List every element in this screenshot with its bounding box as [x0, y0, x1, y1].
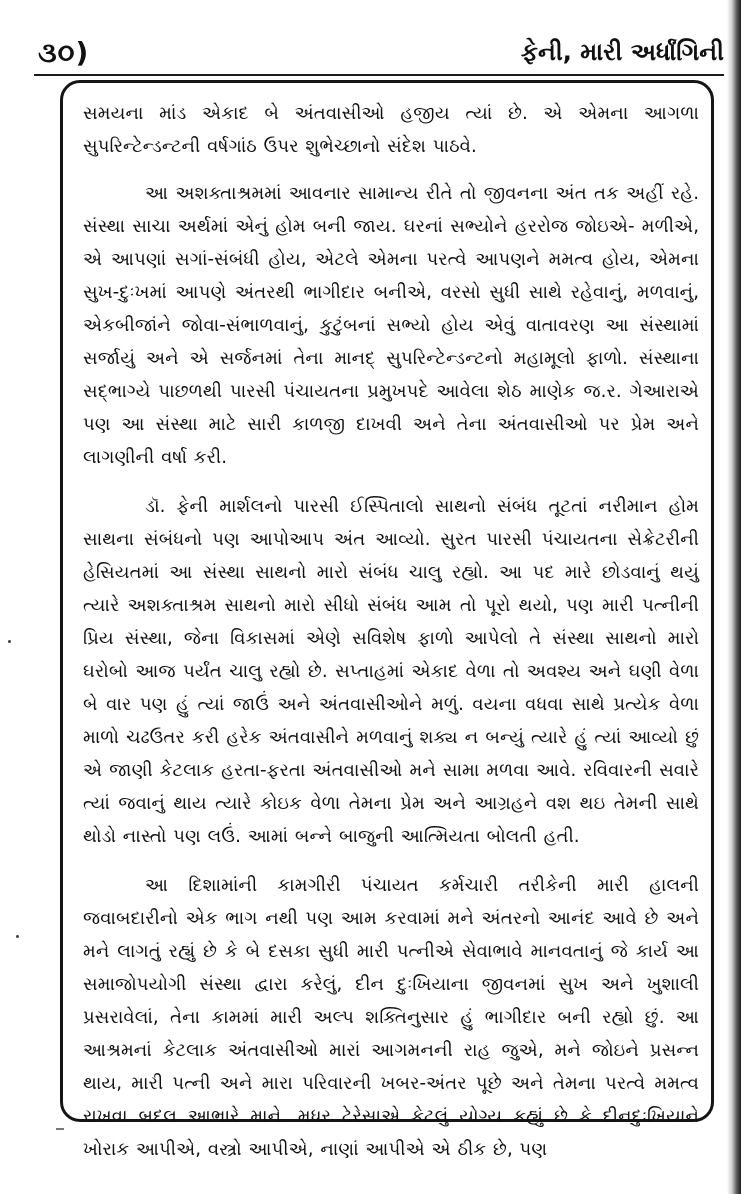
page-number: ૩૦): [38, 36, 90, 69]
page-header: [34, 30, 724, 76]
scan-mark: [56, 1128, 64, 1130]
paragraph: આ દિશામાંની કામગીરી પંચાયત કર્મચારી તરીકેની મારી હાલની જવાબદારીનો એક ભાગ નથી પણ આમ કરવામાં મને અંતરનો આનંદ આવે છે અને મને લાગતું રહ્યું છે કે બે દસકા સુધી મારી પત્નીએ સેવાભાવે માનવતાનું જે કાર્ય આ સમાજોપયોગી સંસ્થા દ્વારા કરેલું, દીન દુઃખિયાના જીવનમાં સુખ અને ખુશાલી પ્રસરાવેલાં, તેના કામમાં મારી અલ્પ શક્તિનુસાર હું ભાગીદાર બની રહ્યો છું. આ આશ્રમનાં કેટલાક અંતવાસીઓ મારાં આગમનની રાહ જુએ, મને જોઇને પ્રસન્ન થાય, મારી પત્ની અને મારા પરિવારની ખબર-અંતર પૂછે અને તેમના પરત્વે મમત્વ રાખવા બદલ આભારે માને. મધર ટેરેસાએ કેટલું યોગ્ય કહ્યું છે કે દીનદુઃખિયાને ખોરાક આપીએ, વસ્ત્રો આપીએ, નાણાં આપીએ એ ઠીક છે, પણ: [83, 875, 699, 1160]
scan-speck: [8, 640, 11, 643]
paragraph: આ અશક્તાશ્રમમાં આવનાર સામાન્ય રીતે તો જીવનના અંત તક અહીં રહે. સંસ્થા સાચા અર્થમાં એનું હોમ બની જાય. ઘરનાં સભ્યોને હરરોજ જોઇએ- મળીએ, એ આપણાં સગાં-સંબંધી હોય, એટલે એમના પરત્વે આપણને મમત્વ હોય, એમના સુખ-દુઃખમાં આપણે અંતરથી ભાગીદાર બનીએ, વરસો સુધી સાથે રહેવાનું, મળવાનું, એકબીજાંને જોવા-સંભાળવાનું, કુટુંબનાં સભ્યો હોય એવું વાતાવરણ આ સંસ્થામાં સર્જાયું અને એ સર્જનમાં તેના માનદ્ સુપરિન્ટેન્ડન્ટનો મહામૂલો ફાળો. સંસ્થાના સદ્ભાગ્યે પાછળથી પારસી પંચાયતના પ્રમુખપદે આવેલા શેઠ માણેક જ.ર. ગેઆરાએ પણ આ સંસ્થા માટે સારી કાળજી દાખવી અને તેના અંતવાસીઓ પર પ્રેમ અને લાગણીની વર્ષા કરી.: [83, 183, 699, 468]
header-rule: [34, 74, 724, 76]
scan-speck: [16, 935, 19, 938]
text-frame: [60, 80, 714, 1160]
paragraph: સમયના માંડ એકાદ બે અંતવાસીઓ હજીય ત્યાં છે. એ એમના આગળા સુપરિન્ટેન્ડન્ટની વર્ષગાંઠ ઉપર શુભેચ્છાનો સંદેશ પાઠવે.: [83, 103, 699, 157]
running-title: ફેની, મારી અર્ધાંગિની: [520, 38, 724, 66]
paragraph: ડૉ. ફેની માર્શલનો પારસી ઈસ્પિતાલો સાથનો સંબંધ તૂટતાં નરીમાન હોમ સાથના સંબંધનો પણ આપોઆપ અંત આવ્યો. સુરત પારસી પંચાયતના સેક્રેટરીની હેસિયતમાં આ સંસ્થા સાથનો મારો સંબંધ ચાલુ રહ્યો. આ પદ મારે છોડવાનું થયું ત્યારે અશક્તાશ્રમ સાથનો મારો સીધો સંબંધ આમ તો પૂરો થયો, પણ મારી પત્નીની પ્રિય સંસ્થા, જેના વિકાસમાં એણે સવિશેષ ફાળો આપેલો તે સંસ્થા સાથનો મારો ઘરોબો આજ પર્યંત ચાલુ રહ્યો છે. સપ્તાહમાં એકાદ વેળા તો અવશ્ય અને ઘણી વેળા બે વાર પણ હું ત્યાં જાઉં અને અંતવાસીઓને મળું. વયના વધવા સાથે પ્રત્યેક વેળા માળો ચઢઉતર કરી હરેક અંતવાસીને મળવાનું શક્ય ન બન્યું ત્યારે હું ત્યાં આવ્યો છું એ જાણી કેટલાક હરતા-ફરતા અંતવાસીઓ મને સામા મળવા આવે. રવિવારની સવારે ત્યાં જવાનું થાય ત્યારે કોઇક વેળા તેમના પ્રેમ અને આગ્રહને વશ થઇ તેમની સાથે થોડો નાસ્તો પણ લઉં. આમાં બન્ને બાજુની આત્મિયતા બોલતી હતી.: [83, 496, 699, 847]
page-gutter-shadow: [727, 0, 741, 1194]
